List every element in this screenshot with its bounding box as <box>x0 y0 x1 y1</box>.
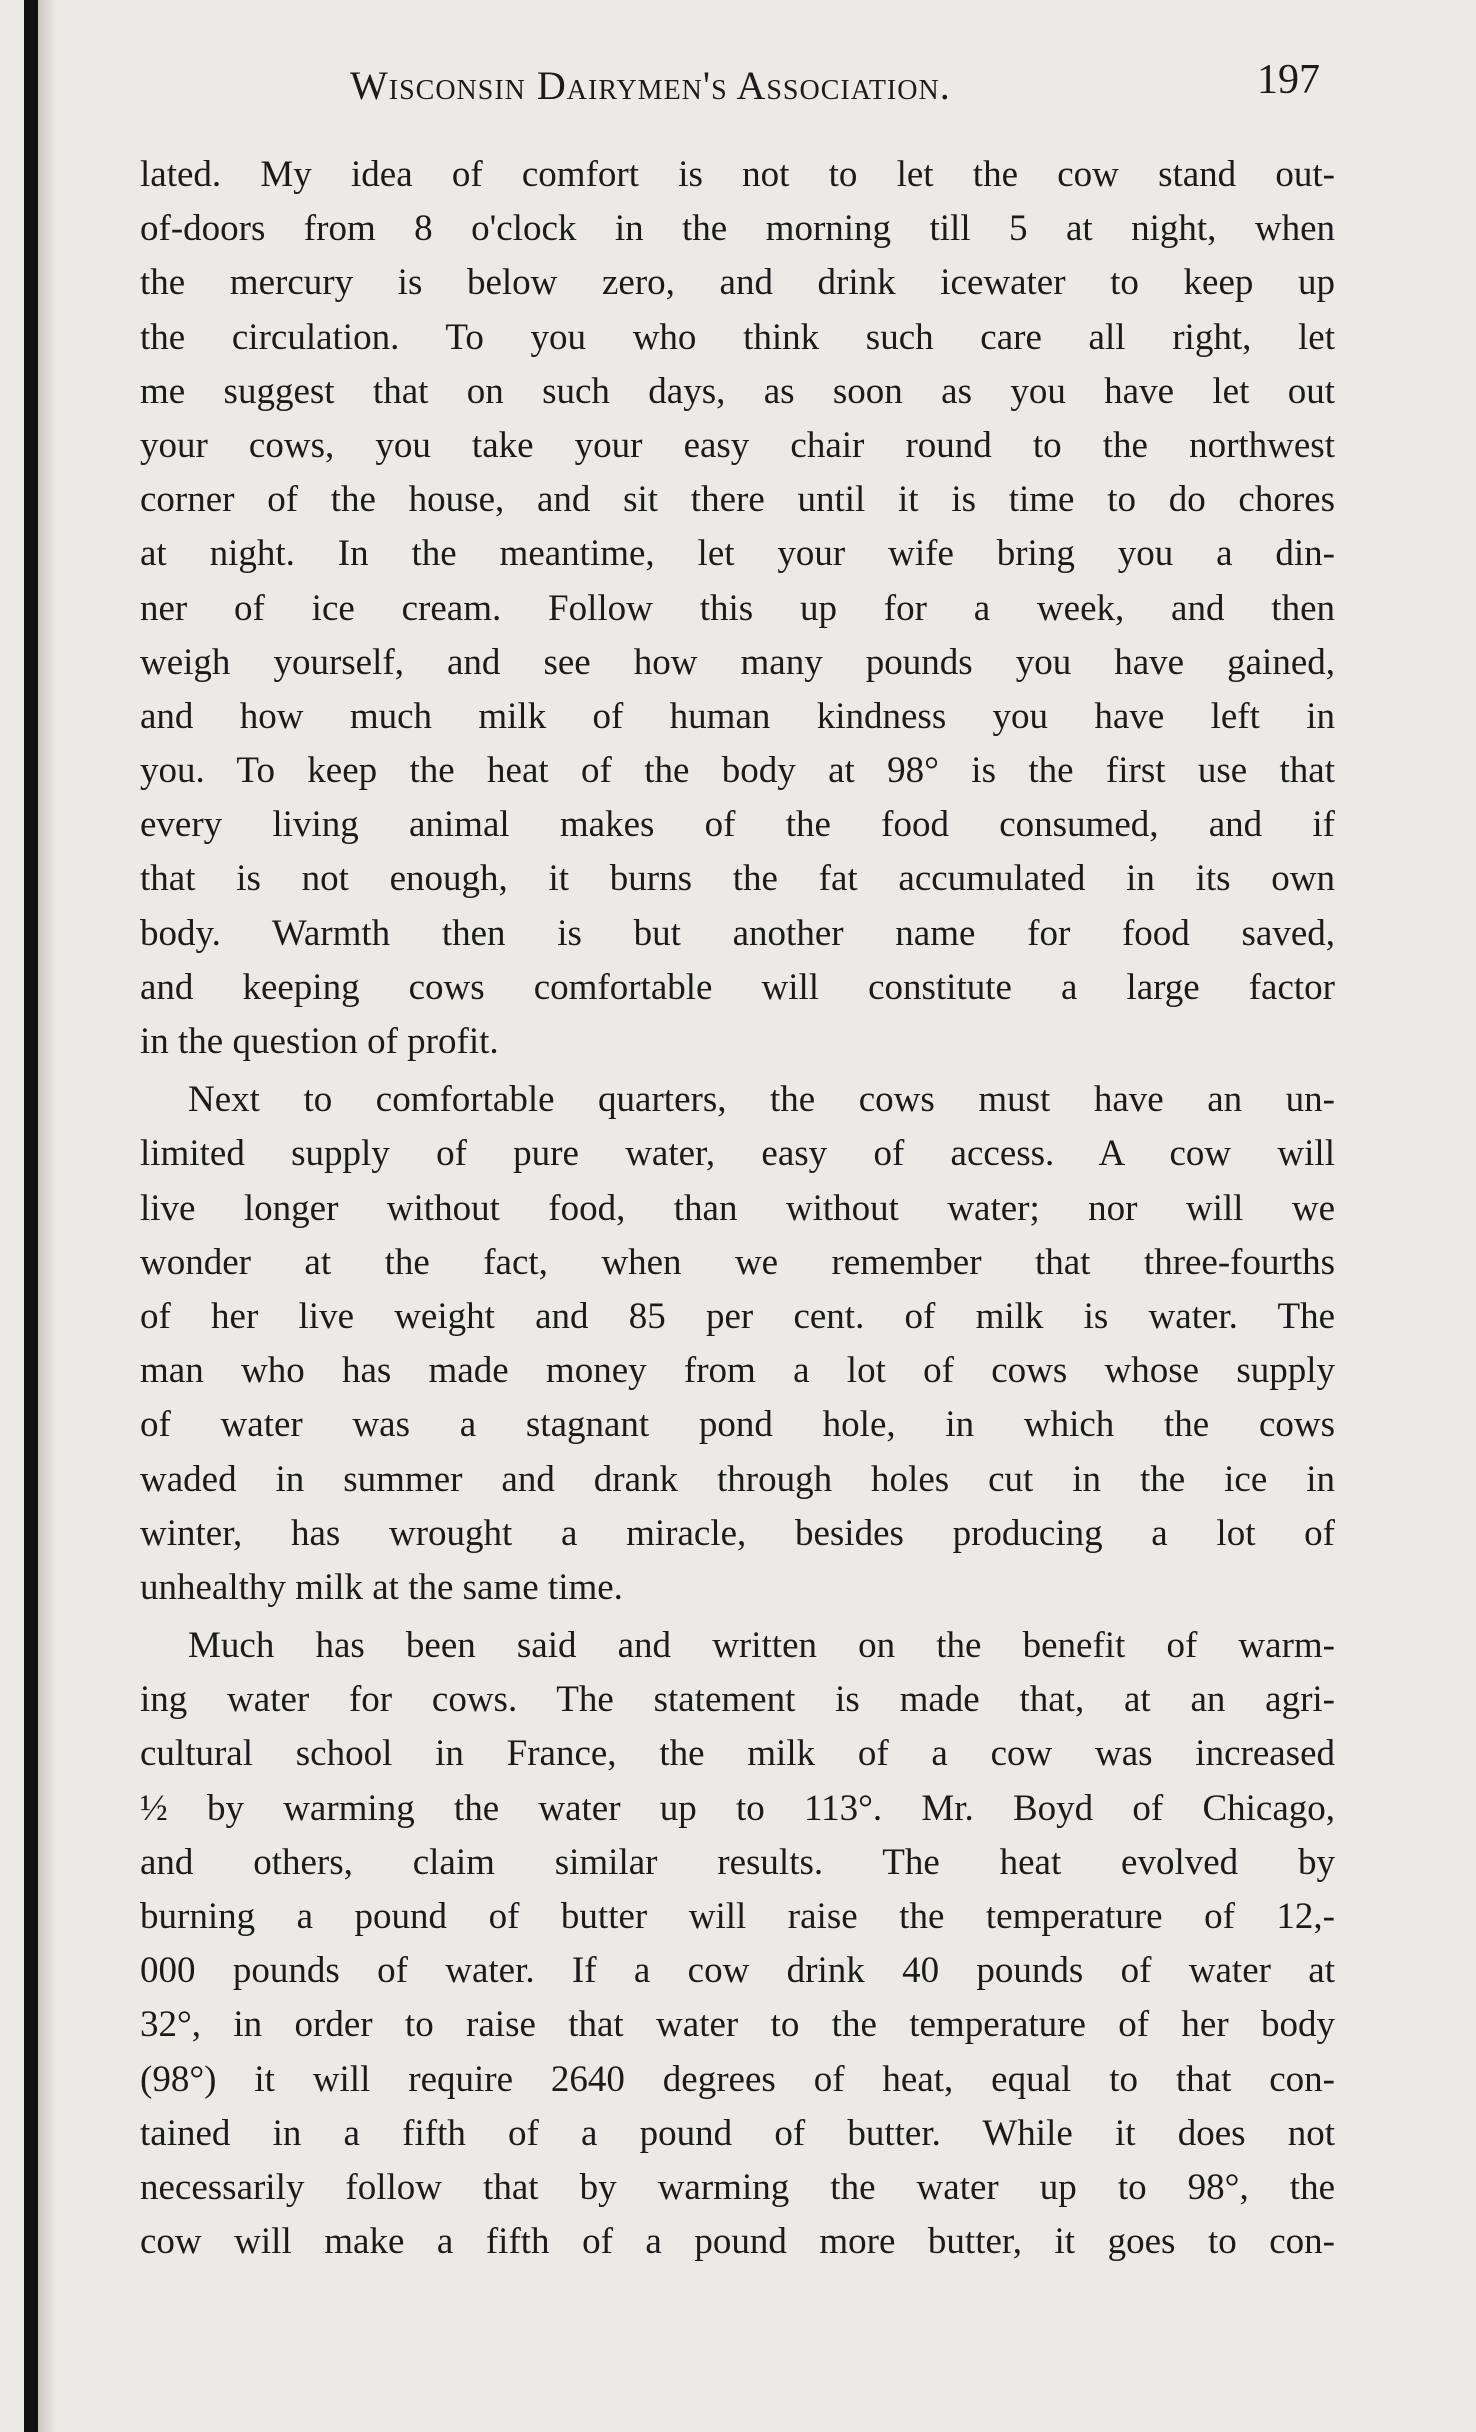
text-line: at night. In the meantime, let your wife bring you a din- <box>140 533 1335 575</box>
text-line: 000 pounds of water. If a cow drink 40 pounds of water at <box>140 1950 1335 1992</box>
text-line: in the question of profit. <box>140 1021 499 1062</box>
text-line: and how much milk of human kindness you have left in <box>140 695 1335 737</box>
text-line: unhealthy milk at the same time. <box>140 1566 623 1608</box>
text-line: your cows, you take your easy chair round to the northwest <box>140 424 1335 466</box>
text-line: and others, claim similar results. The heat evolved by <box>140 1841 1335 1883</box>
text-line: cow will make a fifth of a pound more butter, it goes to con- <box>140 2221 1335 2263</box>
text-line: you. To keep the heat of the body at 98° is the first use that <box>140 750 1335 792</box>
paragraph <box>140 148 1335 1069</box>
text-line: (98°) it will require 2640 degrees of heat, equal to that con- <box>140 2058 1335 2100</box>
binding-edge <box>24 0 38 2432</box>
text-line: Much has been said and written on the benefit of warm- <box>188 1625 1335 1667</box>
text-line: necessarily follow that by warming the water up to 98°, the <box>140 2166 1335 2208</box>
text-line: burning a pound of butter will raise the temperature of 12,- <box>140 1896 1335 1937</box>
text-line: of-doors from 8 o'clock in the morning till 5 at night, when <box>140 208 1335 250</box>
text-line: weigh yourself, and see how many pounds you have gained, <box>140 641 1335 683</box>
text-line: of water was a stagnant pond hole, in which the cows <box>140 1404 1335 1446</box>
page-number: 197 <box>1257 57 1320 103</box>
text-line: 32°, in order to raise that water to the temperature of her body <box>140 2004 1335 2046</box>
text-line: ½ by warming the water up to 113°. Mr. Boyd of Chicago, <box>140 1787 1335 1829</box>
text-line: waded in summer and drank through holes cut in the ice in <box>140 1458 1335 1500</box>
text-line: me suggest that on such days, as soon as you have let out <box>140 370 1335 412</box>
paragraph <box>140 1073 1335 1615</box>
text-line: man who has made money from a lot of cows whose supply <box>140 1350 1335 1392</box>
text-line: the mercury is below zero, and drink icewater to keep up <box>140 262 1335 304</box>
paragraph <box>140 1619 1335 2269</box>
running-head: Wisconsin Dairymen's Association. <box>350 63 951 108</box>
text-line: limited supply of pure water, easy of access. A cow will <box>140 1133 1335 1175</box>
text-line: that is not enough, it burns the fat accumulated in its own <box>140 858 1335 900</box>
text-line: ing water for cows. The statement is made that, at an agri- <box>140 1679 1335 1721</box>
text-line: winter, has wrought a miracle, besides producing a lot of <box>140 1512 1335 1554</box>
text-line: cultural school in France, the milk of a cow was increased <box>140 1733 1335 1775</box>
text-line: and keeping cows comfortable will constitute a large factor <box>140 966 1335 1008</box>
text-line: corner of the house, and sit there until it is time to do chores <box>140 479 1335 521</box>
text-line: lated. My idea of comfort is not to let the cow stand out- <box>140 154 1335 195</box>
text-line: tained in a fifth of a pound of butter. While it does not <box>140 2112 1335 2154</box>
text-line: the circulation. To you who think such care all right, let <box>140 316 1335 358</box>
text-line: of her live weight and 85 per cent. of milk is water. The <box>140 1295 1335 1337</box>
text-line: every living animal makes of the food consumed, and if <box>140 804 1335 846</box>
body-text <box>140 148 1335 2269</box>
text-line: body. Warmth then is but another name for food saved, <box>140 912 1335 954</box>
text-line: Next to comfortable quarters, the cows must have an un- <box>188 1079 1335 1121</box>
text-line: wonder at the fact, when we remember that three-fourths <box>140 1241 1335 1283</box>
binding-shadow <box>38 0 56 2432</box>
text-line: ner of ice cream. Follow this up for a week, and then <box>140 587 1335 629</box>
text-line: live longer without food, than without water; nor will we <box>140 1187 1335 1229</box>
